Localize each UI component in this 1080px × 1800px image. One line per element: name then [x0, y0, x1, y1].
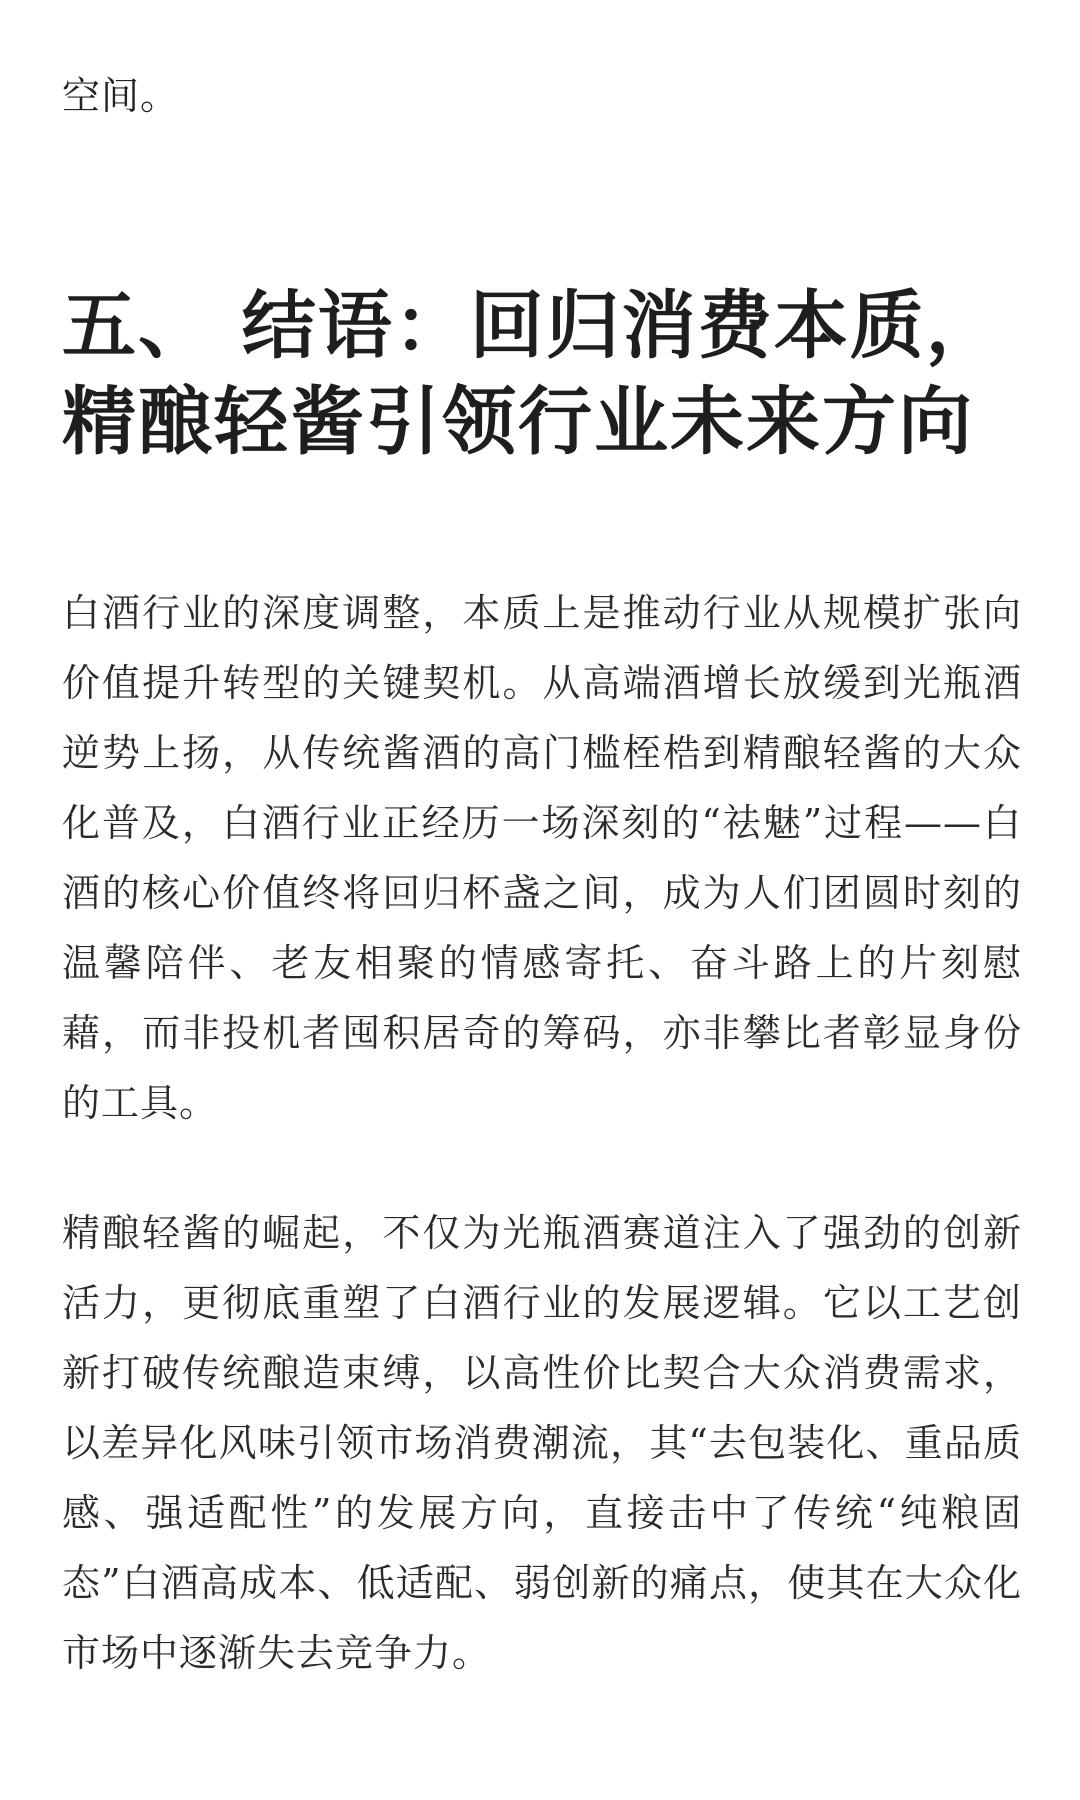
previous-paragraph-tail: 空间。 [62, 74, 180, 118]
section-heading [62, 278, 1022, 470]
article-body [62, 0, 1022, 1688]
section-heading-line-1: 五、 结语：回归消费本质， [62, 283, 1002, 369]
paragraph-industry-adjustment: 白酒行业的深度调整，本质上是推动行业从规模扩张向价值提升转型的关键契机。从高端酒增长放缓到光瓶酒逆势上扬，从传统酱酒的高门槛桎梏到精酿轻酱的大众化普及，白酒行业正经历一场深刻的“祛魅”过程——白酒的核心价值终将回归杯盏之间，成为人们团圆时刻的温馨陪伴、老友相聚的情感寄托、奋斗路上的片刻慰藉，而非投机者囤积居奇的筹码，亦非攀比者彰显身份的工具。 [62, 591, 1022, 1125]
section-heading-line-2: 精酿轻酱引领行业未来方向 [62, 379, 974, 465]
paragraph-craft-light-sauce: 精酿轻酱的崛起，不仅为光瓶酒赛道注入了强劲的创新活力，更彻底重塑了白酒行业的发展逻辑。它以工艺创新打破传统酿造束缚，以高性价比契合大众消费需求，以差异化风味引领市场消费潮流，其“去包装化、重品质感、强适配性”的发展方向，直接击中了传统“纯粮固态”白酒高成本、低适配、弱创新的痛点，使其在大众化市场中逐渐失去竞争力。 [62, 1211, 1022, 1675]
